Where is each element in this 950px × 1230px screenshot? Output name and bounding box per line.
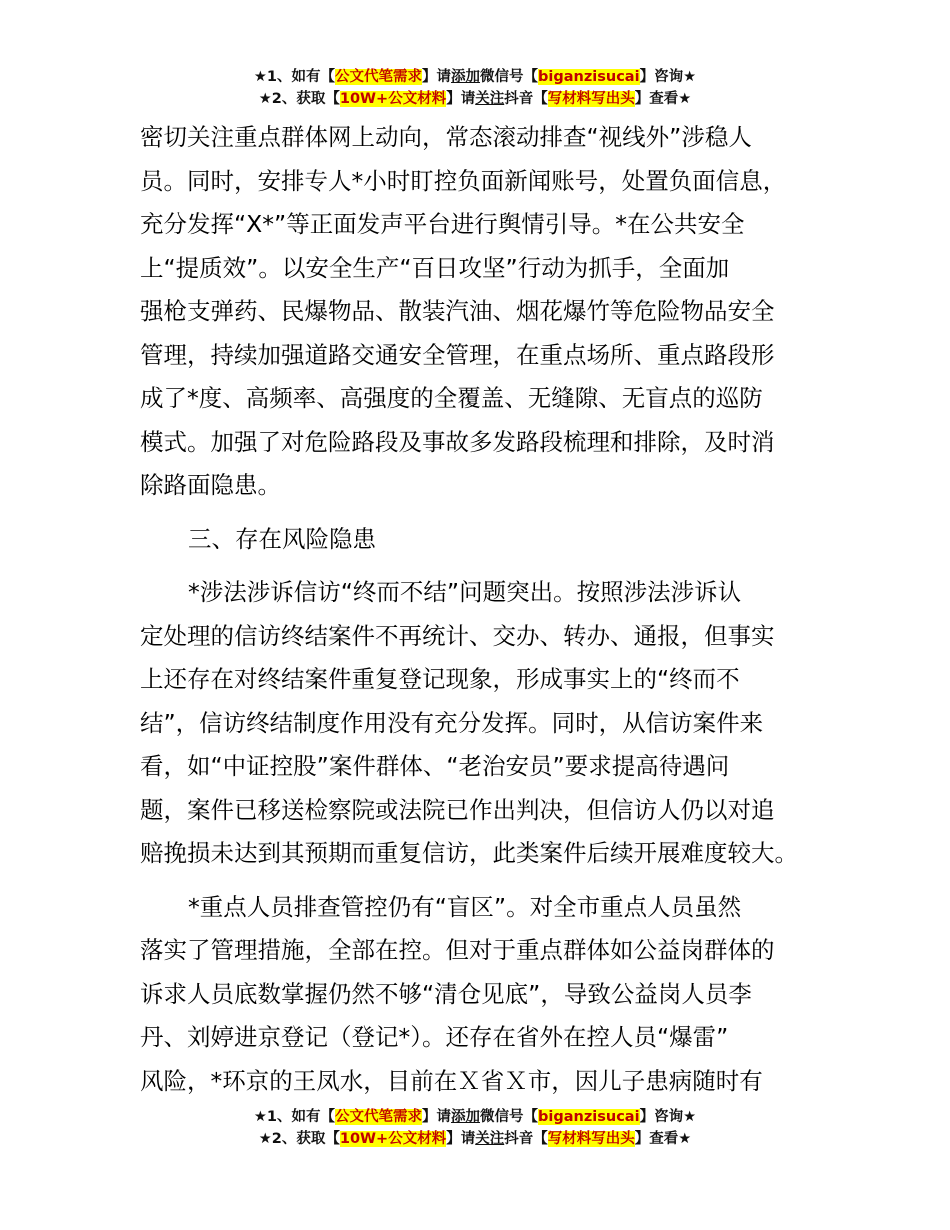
highlight-materials: 10W+公文材料 (339, 91, 447, 107)
highlight-service: 公文代笔需求 (335, 69, 423, 85)
banner-line-2: ★2、获取【10W+公文材料】请关注抖音【写材料写出头】查看★ (258, 1131, 692, 1147)
paragraph-petition-risk: *涉法涉诉信访“终而不结”问题突出。按照涉法涉诉认 定处理的信访终结案件不再统计、交办、转办、通报，但事实 上还存在对终结案件重复登记现象，形成事实上的“终而不 结”，信访终结制度作用没有充分发挥。同时，从信访案件来 看，如“中证控股”案件群体、“老治安员”要求提高待遇问 题，案件已移送检察院或法院已作出判决，但信访人仍以对追 赔挽损未达到其预期而重复信访，此类案件后续开展难度较大。 (140, 578, 798, 867)
section-heading: 三、存在风险隐患 (188, 524, 376, 553)
header-banner (0, 66, 950, 110)
highlight-service: 公文代笔需求 (335, 1109, 423, 1125)
paragraph-key-personnel: *重点人员排查管控仍有“盲区”。对全市重点人员虽然 落实了管理措施，全部在控。但对于重点群体如公益岗群体的 诉求人员底数掌握仍然不够“清仓见底”，导致公益岗人员李 丹、刘婷进京登记（登记*）。还存在省外在控人员“爆雷” 风险，*环京的王凤水，目前在Ｘ省Ｘ市，因儿子患病随时有 (140, 892, 775, 1095)
banner-line-1: ★1、如有【公文代笔需求】请添加微信号【biganzisucai】咨询★ (253, 69, 697, 85)
document-body (140, 116, 812, 1103)
highlight-douyin-id: 写材料写出头 (547, 91, 635, 107)
paragraph-public-security: 密切关注重点群体网上动向，常态滚动排查“视线外”涉稳人 员。同时，安排专人*小时盯控负面新闻账号，处置负面信息， 充分发挥“X*”等正面发声平台进行舆情引导。*在公共安全 上“提质效”。以安全生产“百日攻坚”行动为抓手，全面加 强枪支弹药、民爆物品、散装汽油、烟花爆竹等危险物品安全 管理，持续加强道路交通安全管理，在重点场所、重点路段形 成了*度、高频率、高强度的全覆盖、无缝隙、无盲点的巡防 模式。加强了对危险路段及事故多发路段梳理和排除，及时消 除路面隐患。 (140, 123, 787, 499)
highlight-wechat-id: biganzisucai (538, 1109, 640, 1125)
banner-line-1: ★1、如有【公文代笔需求】请添加微信号【biganzisucai】咨询★ (253, 1109, 697, 1125)
highlight-wechat-id: biganzisucai (538, 69, 640, 85)
footer-banner (0, 1106, 950, 1150)
highlight-materials: 10W+公文材料 (339, 1131, 447, 1147)
highlight-douyin-id: 写材料写出头 (547, 1131, 635, 1147)
banner-line-2: ★2、获取【10W+公文材料】请关注抖音【写材料写出头】查看★ (258, 91, 692, 107)
